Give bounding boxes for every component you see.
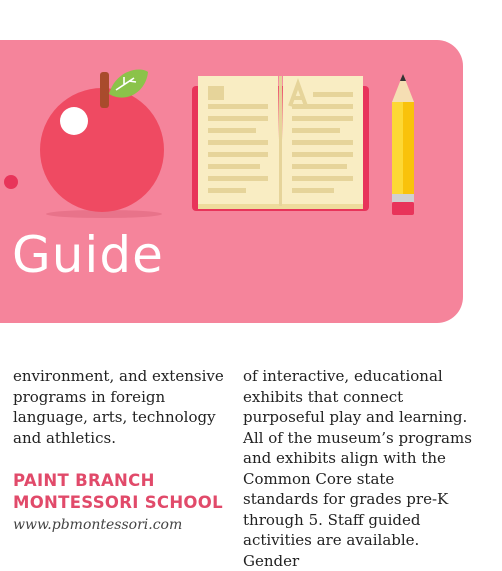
apple-icon <box>30 68 180 218</box>
right-column <box>243 366 473 571</box>
banner-title: Guide <box>12 226 164 284</box>
school-url[interactable]: www.pbmontessori.com <box>13 517 183 533</box>
left-column <box>13 366 238 536</box>
open-book-icon <box>188 70 373 220</box>
banner-dot <box>4 175 18 189</box>
pencil-icon <box>383 72 423 217</box>
school-heading <box>13 470 238 514</box>
left-column-text: environment, and extensive programs in foreign language, arts, technology and athletics. <box>13 367 224 447</box>
school-heading-line2: MONTESSORI SCHOOL <box>13 493 223 512</box>
school-heading-line1: PAINT BRANCH <box>13 471 155 490</box>
right-column-text: of interactive, educational exhibits that connect purposeful play and learning. All of the museum’s programs and exhibits align with the Common Core state standards for grades pre-K through 5. Staff guided activities are available. Gender <box>243 367 472 570</box>
